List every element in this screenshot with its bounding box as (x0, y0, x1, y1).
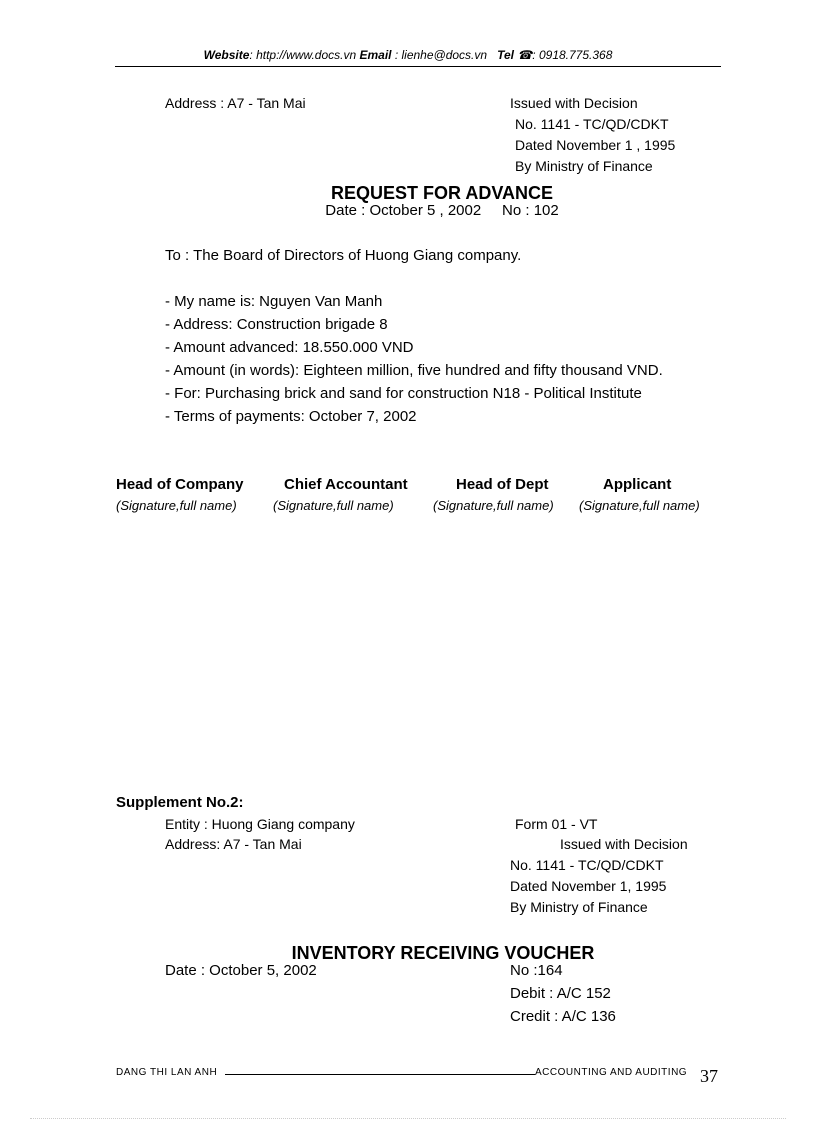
request-to: To : The Board of Directors of Huong Giang company. (165, 247, 522, 264)
supplement-heading: Supplement No.2: (116, 794, 244, 811)
request-item-amount: - Amount advanced: 18.550.000 VND (165, 339, 414, 356)
supplement-decision-line-2: No. 1141 - TC/QD/CDKT (510, 857, 664, 873)
voucher-credit: Credit : A/C 136 (510, 1008, 616, 1025)
phone-icon: ☎ (517, 48, 533, 62)
footer-author: DANG THI LAN ANH (116, 1067, 218, 1078)
footer-divider (225, 1074, 535, 1075)
header-divider (115, 66, 721, 67)
supplement-form: Form 01 - VT (515, 816, 598, 832)
voucher-debit: Debit : A/C 152 (510, 985, 611, 1002)
signature-note: (Signature,full name) (116, 498, 237, 513)
request-item-name: - My name is: Nguyen Van Manh (165, 293, 383, 310)
page-number: 37 (700, 1066, 718, 1086)
website-value: : http://www.docs.vn (249, 48, 357, 62)
request-title: REQUEST FOR ADVANCE (330, 183, 553, 203)
signature-role-applicant: Applicant (603, 476, 672, 493)
tel-label: Tel (497, 48, 514, 62)
request-decision-line-4: By Ministry of Finance (515, 158, 653, 174)
supplement-decision-line-3: Dated November 1, 1995 (510, 878, 667, 894)
signature-role-head-of-dept: Head of Dept (456, 476, 549, 493)
request-item-address: - Address: Construction brigade 8 (165, 316, 388, 333)
voucher-title: INVENTORY RECEIVING VOUCHER (291, 943, 595, 963)
signature-role-head-of-company: Head of Company (116, 476, 244, 493)
signature-role-chief-accountant: Chief Accountant (284, 476, 408, 493)
signature-note: (Signature,full name) (579, 498, 700, 513)
voucher-date: Date : October 5, 2002 (165, 962, 317, 979)
request-item-amount-words: - Amount (in words): Eighteen million, five hundred and fifty thousand VND. (165, 362, 663, 379)
email-value: : lienhe@docs.vn (391, 48, 488, 62)
page-header (0, 48, 816, 62)
website-label: Website (203, 48, 250, 62)
signature-note: (Signature,full name) (273, 498, 394, 513)
request-date-line: Date : October 5 , 2002 No : 102 (325, 202, 559, 219)
supplement-entity: Entity : Huong Giang company (165, 816, 355, 832)
tel-value: : 0918.775.368 (532, 48, 613, 62)
email-label: Email (359, 48, 392, 62)
supplement-decision-line-4: By Ministry of Finance (510, 899, 648, 915)
request-decision-line-3: Dated November 1 , 1995 (515, 137, 676, 153)
footer-subject: ACCOUNTING AND AUDITING (535, 1067, 688, 1078)
supplement-decision-line-1: Issued with Decision (560, 836, 688, 852)
supplement-address: Address: A7 - Tan Mai (165, 836, 302, 852)
page-bottom-border (30, 1118, 786, 1119)
signature-note: (Signature,full name) (433, 498, 554, 513)
request-item-terms: - Terms of payments: October 7, 2002 (165, 408, 417, 425)
voucher-number: No :164 (510, 962, 563, 979)
request-item-purpose: - For: Purchasing brick and sand for construction N18 - Political Institute (165, 385, 642, 402)
request-decision-line-2: No. 1141 - TC/QD/CDKT (515, 116, 669, 132)
request-decision-line-1: Issued with Decision (510, 95, 638, 111)
request-address: Address : A7 - Tan Mai (165, 95, 306, 111)
